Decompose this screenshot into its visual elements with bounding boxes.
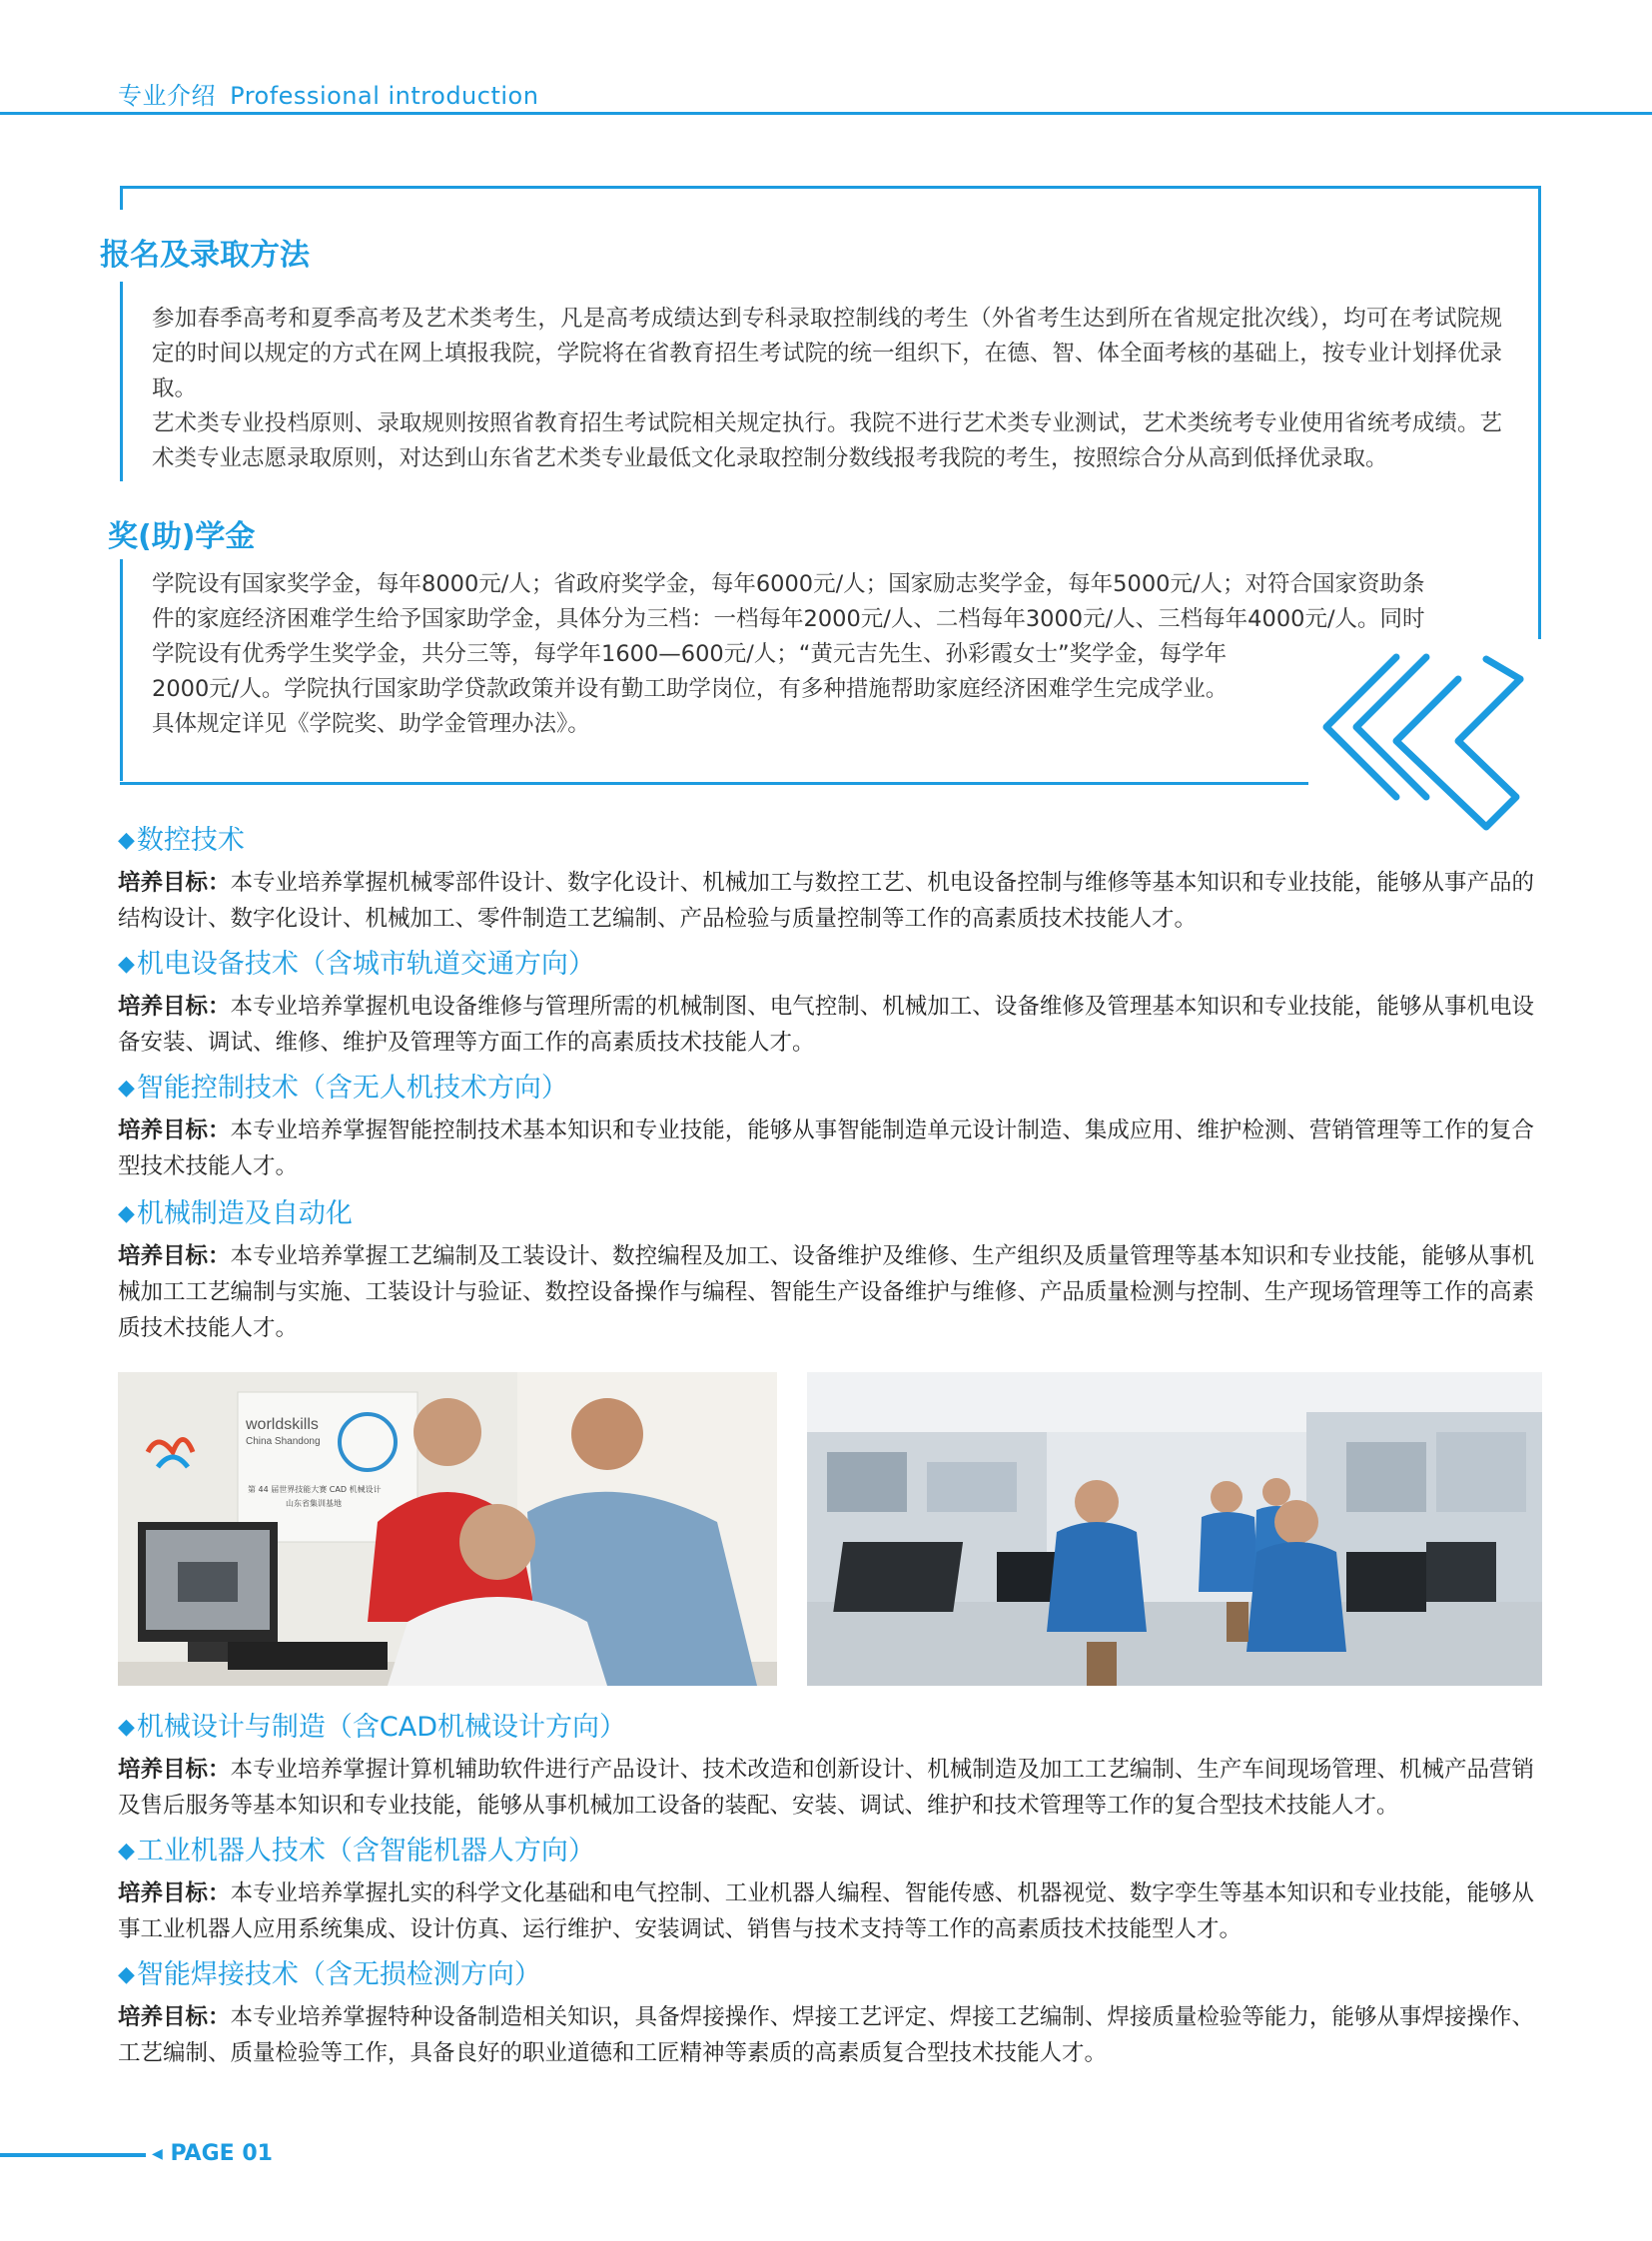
triangle-left-icon: ◀	[152, 2146, 163, 2162]
worldskills-logo-text: worldskills	[246, 1416, 319, 1433]
page-header	[118, 76, 538, 111]
scholarship-line: 具体规定详见《学院奖、助学金管理办法》。	[152, 711, 590, 737]
major-name: 工业机器人技术（含智能机器人方向）	[136, 1836, 595, 1867]
admission-title: 报名及录取方法	[100, 230, 318, 274]
goal-label: 培养目标：	[118, 1757, 231, 1783]
scholarship-text	[152, 567, 1502, 742]
diamond-bullet-icon: ◆	[118, 1839, 135, 1864]
goal-label: 培养目标：	[118, 1118, 231, 1143]
header-divider	[0, 112, 1652, 115]
major-name: 机电设备技术（含城市轨道交通方向）	[136, 949, 595, 980]
banner-text-line2: 山东省集训基地	[286, 1499, 342, 1508]
major-goal: 本专业培养掌握机械零部件设计、数字化设计、机械加工与数控工艺、机电设备控制与维修等基本知识和专业技能，能够从事产品的结构设计、数字化设计、机械加工、零件制造工艺编制、产品检验与质量控制等工作的高素质技术技能人才。	[118, 870, 1534, 932]
scholarship-title: 奖(助)学金	[108, 511, 263, 555]
page-number	[152, 2141, 273, 2166]
scholarship-line: 件的家庭经济困难学生给予国家助学金，具体分为三档：一档每年2000元/人、二档每年3000元/人、三档每年4000元/人。同时	[152, 606, 1425, 632]
cad-training-photo	[118, 1372, 777, 1686]
worldskills-logo-subtitle: China Shandong	[246, 1436, 321, 1447]
frame-left-segment	[120, 559, 123, 781]
major-item	[118, 1069, 1534, 1184]
scholarship-line: 学院设有优秀学生奖学金，共分三等，每学年1600—600元/人；“黄元吉先生、孙彩霞女士”奖学金，每学年	[152, 641, 1228, 667]
admission-text	[152, 302, 1502, 476]
major-item	[118, 1955, 1534, 2071]
header-section-cn: 专业介绍	[118, 82, 216, 110]
major-name: 机械设计与制造（含CAD机械设计方向）	[136, 1712, 627, 1743]
major-name: 数控技术	[136, 825, 245, 856]
major-item	[118, 821, 1534, 937]
major-name: 智能焊接技术（含无损检测方向）	[136, 1959, 541, 1990]
lab-training-photo	[807, 1372, 1542, 1686]
goal-label: 培养目标：	[118, 1243, 231, 1269]
diamond-bullet-icon: ◆	[118, 1962, 135, 1987]
scholarship-line: 学院设有国家奖学金，每年8000元/人；省政府奖学金，每年6000元/人；国家励志奖学金，每年5000元/人；对符合国家资助条	[152, 571, 1425, 597]
banner-text-line1: 第 44 届世界技能大赛 CAD 机械设计	[248, 1485, 382, 1494]
frame-left-segment	[120, 282, 123, 481]
major-item	[118, 1194, 1534, 1346]
page-number-label: PAGE 01	[170, 2141, 273, 2166]
major-item	[118, 1832, 1534, 1947]
major-goal: 本专业培养掌握特种设备制造相关知识，具备焊接操作、焊接工艺评定、焊接工艺编制、焊接质量检验等能力，能够从事焊接操作、工艺编制、质量检验等工作，具备良好的职业道德和工匠精神等素质的高素质复合型技术技能人才。	[118, 2004, 1534, 2066]
goal-label: 培养目标：	[118, 994, 231, 1020]
header-section-en: Professional introduction	[230, 82, 539, 110]
diamond-bullet-icon: ◆	[118, 1076, 135, 1101]
diamond-bullet-icon: ◆	[118, 1715, 135, 1740]
cad-training-illustration	[118, 1372, 777, 1686]
goal-label: 培养目标：	[118, 2004, 231, 2030]
major-name: 智能控制技术（含无人机技术方向）	[136, 1073, 568, 1104]
major-goal: 本专业培养掌握机电设备维修与管理所需的机械制图、电气控制、机械加工、设备维修及管理基本知识和专业技能，能够从事机电设备安装、调试、维修、维护及管理等方面工作的高素质技术技能人才。	[118, 994, 1534, 1056]
footer-divider	[0, 2153, 146, 2157]
scholarship-line: 2000元/人。学院执行国家助学贷款政策并设有勤工助学岗位，有多种措施帮助家庭经济困难学生完成学业。	[152, 676, 1229, 702]
lab-training-illustration	[807, 1372, 1542, 1686]
major-item	[118, 1708, 1534, 1824]
major-name: 机械制造及自动化	[136, 1198, 353, 1229]
admission-paragraph: 参加春季高考和夏季高考及艺术类考生，凡是高考成绩达到专科录取控制线的考生（外省考生达到所在省规定批次线），均可在考试院规定的时间以规定的方式在网上填报我院，学院将在省教育招生考试院的统一组织下，在德、智、体全面考核的基础上，按专业计划择优录取。	[152, 306, 1502, 401]
major-goal: 本专业培养掌握计算机辅助软件进行产品设计、技术改造和创新设计、机械制造及加工工艺编制、生产车间现场管理、机械产品营销及售后服务等基本知识和专业技能，能够从事机械加工设备的装配、安装、调试、维护和技术管理等工作的复合型技术技能人才。	[118, 1757, 1534, 1819]
major-goal: 本专业培养掌握扎实的科学文化基础和电气控制、工业机器人编程、智能传感、机器视觉、数字孪生等基本知识和专业技能，能够从事工业机器人应用系统集成、设计仿真、运行维护、安装调试、销售与技术支持等工作的高素质技术技能型人才。	[118, 1880, 1534, 1942]
diamond-bullet-icon: ◆	[118, 828, 135, 853]
diamond-bullet-icon: ◆	[118, 1201, 135, 1226]
major-goal: 本专业培养掌握工艺编制及工装设计、数控编程及加工、设备维护及维修、生产组织及质量管理等基本知识和专业技能，能够从事机械加工工艺编制与实施、工装设计与验证、数控设备操作与编程、智能生产设备维护与维修、产品质量检测与控制、生产现场管理等工作的高素质技术技能人才。	[118, 1243, 1534, 1341]
goal-label: 培养目标：	[118, 870, 231, 896]
major-goal: 本专业培养掌握智能控制技术基本知识和专业技能，能够从事智能制造单元设计制造、集成应用、维护检测、营销管理等工作的复合型技术技能人才。	[118, 1118, 1534, 1179]
frame-left-segment	[120, 186, 123, 210]
admission-paragraph: 艺术类专业投档原则、录取规则按照省教育招生考试院相关规定执行。我院不进行艺术类专业测试，艺术类统考专业使用省统考成绩。艺术类专业志愿录取原则，对达到山东省艺术类专业最低文化录取控制分数线报考我院的考生，按照综合分从高到低择优录取。	[152, 410, 1502, 471]
major-item	[118, 945, 1534, 1061]
goal-label: 培养目标：	[118, 1880, 231, 1906]
chevron-decoration-icon	[1308, 649, 1538, 839]
diamond-bullet-icon: ◆	[118, 952, 135, 977]
